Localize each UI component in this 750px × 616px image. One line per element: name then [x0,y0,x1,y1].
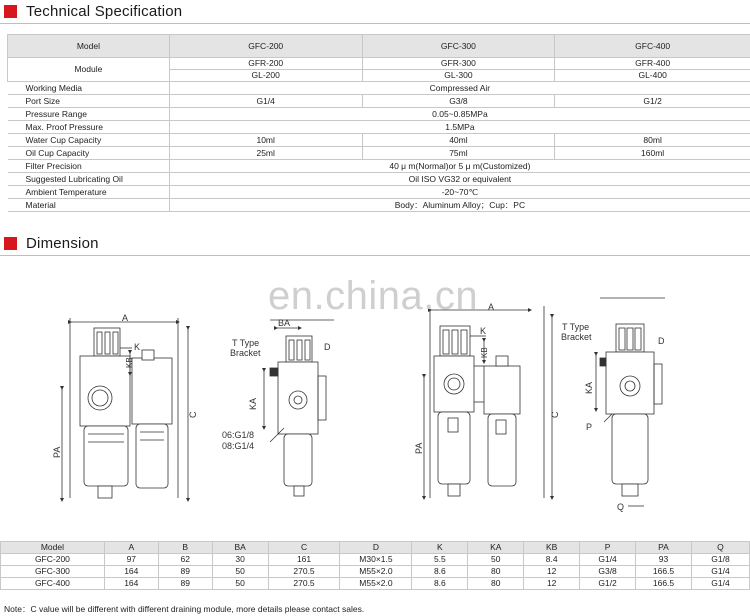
dim-cell: 166.5 [636,578,692,590]
spec-header-row [8,35,750,58]
dim-header-cell: B [158,542,212,554]
spec-row [8,147,750,160]
spec-label: Port Size [8,95,170,108]
t-type-label: T Type [562,322,590,332]
module-cell: GFR-400 [555,58,750,70]
dim-label-d: D [658,336,665,346]
spec-value: G1/4 [169,95,362,108]
spec-value: 75ml [362,147,555,160]
dim-label-ka: KA [584,381,594,394]
dim-cell: 30 [212,554,268,566]
dim-label-a: A [122,313,129,323]
dim-cell: G1/4 [691,578,749,590]
spec-row [8,160,750,173]
dim-label-pa: PA [52,446,62,458]
header-cell: GFC-400 [555,35,750,58]
dim-cell: G1/4 [580,554,636,566]
dim-cell: G1/4 [691,566,749,578]
dim-cell: 161 [268,554,340,566]
spec-value: 1.5MPa [169,121,750,134]
dim-row [1,554,750,566]
drawing-gfc300-front [424,306,552,498]
spec-value: 0.05~0.85MPa [169,108,750,121]
divider [0,255,750,256]
dim-header-cell: BA [212,542,268,554]
dim-header-row [1,542,750,554]
red-square-icon [4,5,17,18]
dim-cell: 8.6 [412,566,468,578]
spec-label: Max. Proof Pressure [8,121,170,134]
dim-label-k: K [480,326,487,336]
spec-value: 10ml [169,134,362,147]
dim-label-a: A [488,302,495,312]
spec-value: -20~70℃ [169,186,750,199]
spec-row [8,186,750,199]
spec-label: Water Cup Capacity [8,134,170,147]
dim-cell: 50 [212,578,268,590]
module-label: Module [8,58,170,82]
spec-value: 25ml [169,147,362,160]
dim-cell: M30×1.5 [340,554,412,566]
dim-label-pa: PA [414,442,424,454]
drawing-gfc200-front [62,318,188,500]
t-type-label: T Type [232,338,260,348]
spec-value: G3/8 [362,95,555,108]
module-cell: GL-200 [169,70,362,82]
spec-table [7,34,750,212]
dim-cell: 50 [468,554,524,566]
dim-label-kb: KB [480,347,489,358]
dim-header-cell: Q [691,542,749,554]
drawing-gfc300-side [596,298,665,506]
footnote: Note：C value will be different with different draining module, more details please contact sales. [4,604,365,614]
header-cell: GFC-200 [169,35,362,58]
dim-cell: 50 [212,566,268,578]
spec-row [8,108,750,121]
section-title: Dimension [26,234,99,252]
dim-cell: 8.4 [524,554,580,566]
dim-header-cell: KB [524,542,580,554]
dim-cell: 12 [524,566,580,578]
dim-label-ka: KA [248,397,258,410]
dim-cell: 164 [104,566,158,578]
spec-label: Ambient Temperature [8,186,170,199]
dim-label-p: P [586,422,593,432]
dim-cell: 80 [468,578,524,590]
dim-row [1,566,750,578]
port-label-2: 08:G1/4 [222,441,255,451]
spec-value: 40ml [362,134,555,147]
dim-cell: 97 [104,554,158,566]
header-cell: Model [8,35,170,58]
dim-header-cell: C [268,542,340,554]
dim-cell: 93 [636,554,692,566]
dim-cell: M55×2.0 [340,566,412,578]
bracket-label: Bracket [561,332,592,342]
port-label-1: 06:G1/8 [222,430,255,440]
dim-label-c: C [550,411,560,418]
spec-row [8,173,750,186]
spec-value: 80ml [555,134,750,147]
spec-value: Oil ISO VG32 or equivalent [169,173,750,186]
dim-cell: 80 [468,566,524,578]
spec-value: Body：Aluminum Alloy；Cup：PC [169,199,750,212]
dimension-table [0,541,750,590]
dim-cell: G1/8 [691,554,749,566]
dim-row [1,578,750,590]
dim-label-c: C [188,411,198,418]
module-row [8,58,750,70]
dim-header-cell: PA [636,542,692,554]
dim-label-ba: BA [278,318,291,328]
spec-value: 40 μ m(Normal)or 5 μ m(Customized) [169,160,750,173]
section-title: Technical Specification [26,2,183,20]
divider [0,23,750,24]
spec-value: 160ml [555,147,750,160]
dim-cell: 166.5 [636,566,692,578]
dim-header-cell: Model [1,542,105,554]
dim-cell: 89 [158,566,212,578]
dim-cell: GFC-200 [1,554,105,566]
red-square-icon [4,237,17,250]
spec-value: Compressed Air [169,82,750,95]
dim-cell: GFC-400 [1,578,105,590]
dim-cell: 12 [524,578,580,590]
dim-cell: 5.5 [412,554,468,566]
dim-label-q: Q [617,502,625,512]
dim-cell: 62 [158,554,212,566]
bracket-label: Bracket [230,348,261,358]
spec-label: Oil Cup Capacity [8,147,170,160]
dim-label-k: K [134,342,141,352]
spec-row [8,82,750,95]
dim-cell: 270.5 [268,566,340,578]
spec-row [8,134,750,147]
dim-header-cell: D [340,542,412,554]
dim-cell: 270.5 [268,578,340,590]
dim-header-cell: A [104,542,158,554]
dim-cell: 89 [158,578,212,590]
dim-cell: 8.6 [412,578,468,590]
spec-label: Filter Precision [8,160,170,173]
module-cell: GFR-300 [362,58,555,70]
spec-row [8,95,750,108]
spec-label: Material [8,199,170,212]
dim-header-cell: P [580,542,636,554]
module-cell: GFR-200 [169,58,362,70]
dim-label-kb: KB [125,357,134,368]
spec-label: Pressure Range [8,108,170,121]
dim-cell: 164 [104,578,158,590]
section-header-technical [4,1,182,21]
spec-row [8,121,750,134]
spec-value: G1/2 [555,95,750,108]
dim-header-cell: KA [468,542,524,554]
dim-cell: M55×2.0 [340,578,412,590]
header-cell: GFC-300 [362,35,555,58]
spec-label: Working Media [8,82,170,95]
dim-cell: GFC-300 [1,566,105,578]
dim-cell: G1/2 [580,578,636,590]
module-cell: GL-300 [362,70,555,82]
dim-label-d: D [324,342,331,352]
section-header-dimension [4,233,99,253]
dim-header-cell: K [412,542,468,554]
spec-label: Suggested Lubricating Oil [8,173,170,186]
dim-cell: G3/8 [580,566,636,578]
spec-row [8,199,750,212]
module-cell: GL-400 [555,70,750,82]
watermark-text: en.china.cn [268,274,479,318]
